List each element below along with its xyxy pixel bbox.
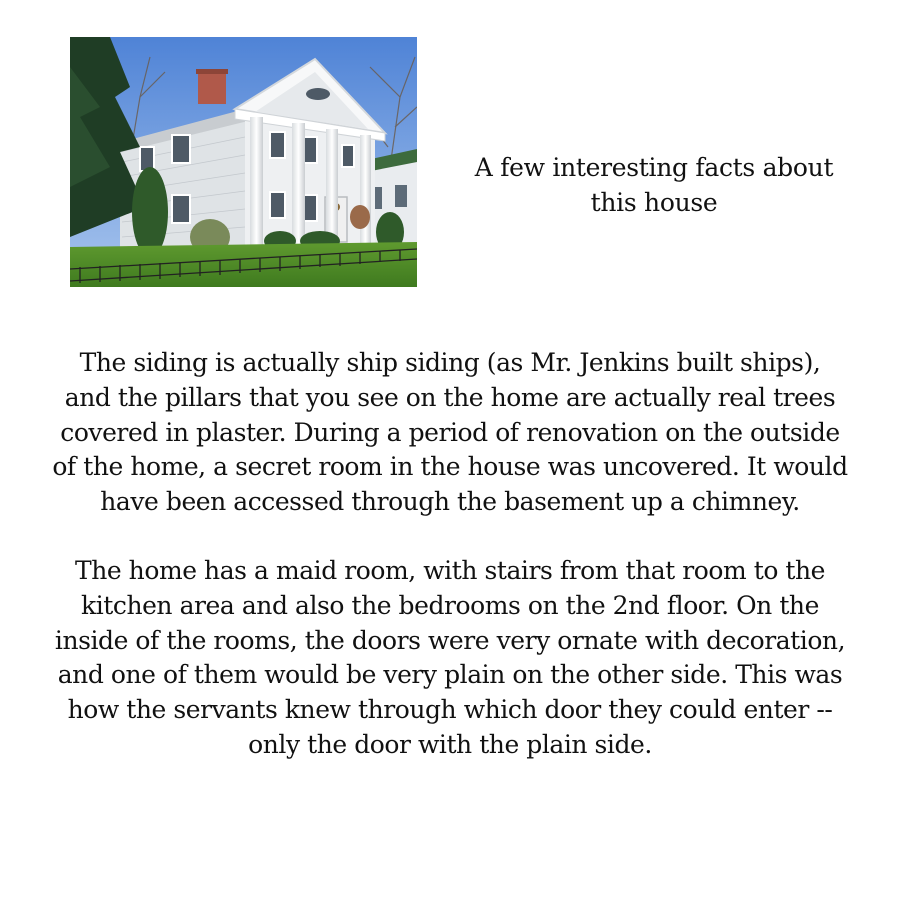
- house-photo: [70, 37, 417, 287]
- heading-text: A few interesting facts about this house: [474, 153, 834, 217]
- fact-paragraph-1: The siding is actually ship siding (as Mr. Jenkins built ships), and the pillars that you see on the home are actually real trees covered in plaster. During a period of renovation on the outside of the home, a secret room in the house was uncovered. It would have been accessed through the basement up a chimney.: [52, 348, 848, 517]
- page-heading: [452, 150, 856, 220]
- fact-paragraph-2: The home has a maid room, with stairs from that room to the kitchen area and also the bedrooms on the 2nd floor. On the inside of the rooms, the doors were very ornate with decoration, and one of them would be very plain on the other side. This was how the servants knew through which door they could enter -- only the door with the plain side.: [54, 555, 846, 759]
- facts-body: [22, 346, 878, 763]
- house-illustration: [70, 37, 417, 287]
